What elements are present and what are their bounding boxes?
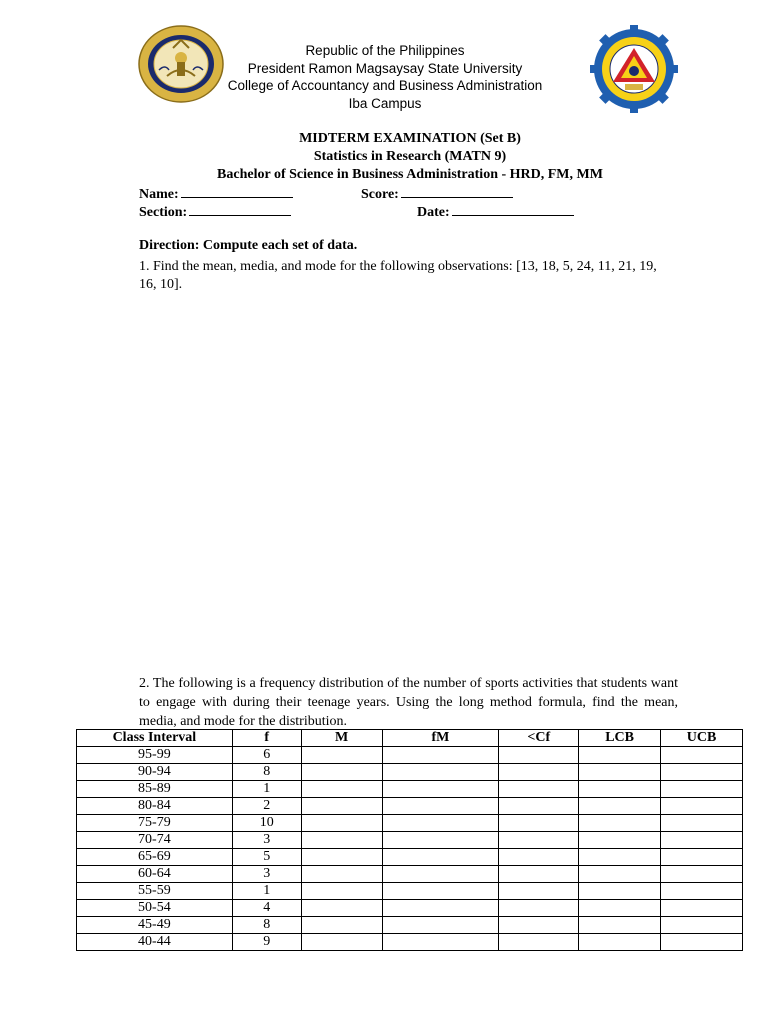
answer-cell[interactable] (499, 917, 579, 934)
score-field[interactable] (361, 185, 513, 203)
frequency-cell: 3 (232, 866, 301, 883)
answer-cell[interactable] (301, 832, 382, 849)
table-row (77, 747, 743, 764)
table-row (77, 832, 743, 849)
answer-cell[interactable] (382, 849, 499, 866)
answer-cell[interactable] (661, 849, 743, 866)
answer-cell[interactable] (301, 883, 382, 900)
class-interval-cell: 90-94 (77, 764, 233, 781)
frequency-cell: 8 (232, 917, 301, 934)
frequency-cell: 3 (232, 832, 301, 849)
section-blank[interactable] (189, 203, 291, 216)
answer-cell[interactable] (301, 849, 382, 866)
frequency-cell: 6 (232, 747, 301, 764)
answer-cell[interactable] (382, 883, 499, 900)
answer-cell[interactable] (499, 934, 579, 951)
name-label: Name: (139, 187, 179, 202)
frequency-cell: 5 (232, 849, 301, 866)
answer-cell[interactable] (579, 798, 661, 815)
answer-cell[interactable] (301, 917, 382, 934)
answer-cell[interactable] (301, 781, 382, 798)
answer-cell[interactable] (382, 866, 499, 883)
table-row (77, 883, 743, 900)
institution-header (200, 42, 570, 112)
frequency-cell: 1 (232, 883, 301, 900)
question-1: 1. Find the mean, media, and mode for the following observations: [13, 18, 5, 24, 11, 21, 19, 16, 10]. (139, 259, 657, 292)
answer-cell[interactable] (661, 934, 743, 951)
answer-cell[interactable] (301, 764, 382, 781)
answer-cell[interactable] (661, 832, 743, 849)
frequency-cell: 4 (232, 900, 301, 917)
answer-cell[interactable] (579, 747, 661, 764)
answer-cell[interactable] (499, 781, 579, 798)
answer-cell[interactable] (301, 934, 382, 951)
column-header: fM (382, 730, 499, 747)
answer-cell[interactable] (301, 798, 382, 815)
answer-cell[interactable] (301, 866, 382, 883)
answer-cell[interactable] (579, 849, 661, 866)
table-header-row (77, 730, 743, 747)
answer-cell[interactable] (579, 832, 661, 849)
answer-cell[interactable] (579, 866, 661, 883)
answer-cell[interactable] (382, 900, 499, 917)
answer-cell[interactable] (499, 764, 579, 781)
question-2: 2. The following is a frequency distribution of the number of sports activities that students want to engage with during their teenage years. Using the long method formula, find the mean, media, and mode for the distribution. (139, 676, 678, 729)
class-interval-cell: 70-74 (77, 832, 233, 849)
answer-cell[interactable] (579, 815, 661, 832)
table-row (77, 764, 743, 781)
section-field[interactable] (139, 203, 291, 221)
column-header: LCB (579, 730, 661, 747)
table-body (77, 747, 743, 951)
answer-cell[interactable] (499, 866, 579, 883)
table-row (77, 781, 743, 798)
answer-cell[interactable] (661, 883, 743, 900)
column-header: Class Interval (77, 730, 233, 747)
column-header: f (232, 730, 301, 747)
answer-cell[interactable] (382, 917, 499, 934)
class-interval-cell: 60-64 (77, 866, 233, 883)
class-interval-cell: 65-69 (77, 849, 233, 866)
answer-cell[interactable] (661, 747, 743, 764)
answer-cell[interactable] (382, 764, 499, 781)
answer-cell[interactable] (661, 917, 743, 934)
date-blank[interactable] (452, 203, 574, 216)
class-interval-cell: 55-59 (77, 883, 233, 900)
table-row (77, 815, 743, 832)
republic-line: Republic of the Philippines (305, 43, 465, 58)
answer-cell[interactable] (499, 815, 579, 832)
answer-cell[interactable] (301, 815, 382, 832)
frequency-table (76, 729, 743, 951)
table-row (77, 934, 743, 951)
table-row (77, 849, 743, 866)
frequency-cell: 9 (232, 934, 301, 951)
answer-cell[interactable] (499, 747, 579, 764)
table-row (77, 900, 743, 917)
answer-cell[interactable] (661, 866, 743, 883)
gear-seal-logo (589, 24, 679, 114)
answer-cell[interactable] (661, 900, 743, 917)
answer-cell[interactable] (499, 798, 579, 815)
date-field[interactable] (417, 203, 574, 221)
column-header: UCB (661, 730, 743, 747)
answer-cell[interactable] (579, 781, 661, 798)
table-row (77, 798, 743, 815)
answer-cell[interactable] (382, 781, 499, 798)
answer-cell[interactable] (661, 798, 743, 815)
name-blank[interactable] (181, 185, 293, 198)
answer-cell[interactable] (579, 934, 661, 951)
answer-cell[interactable] (382, 798, 499, 815)
class-interval-cell: 45-49 (77, 917, 233, 934)
answer-cell[interactable] (382, 934, 499, 951)
score-blank[interactable] (401, 185, 513, 198)
section-label: Section: (139, 205, 188, 220)
class-interval-cell: 85-89 (77, 781, 233, 798)
name-field[interactable] (139, 185, 293, 203)
class-interval-cell: 95-99 (77, 747, 233, 764)
frequency-cell: 2 (232, 798, 301, 815)
table-row (77, 866, 743, 883)
answer-cell[interactable] (499, 849, 579, 866)
answer-cell[interactable] (661, 781, 743, 798)
exam-title: MIDTERM EXAMINATION (299, 131, 477, 146)
answer-cell[interactable] (661, 815, 743, 832)
answer-cell[interactable] (579, 764, 661, 781)
answer-cell[interactable] (579, 900, 661, 917)
class-interval-cell: 75-79 (77, 815, 233, 832)
exam-subject: Statistics in Research (MATN 9) (313, 149, 507, 164)
answer-cell[interactable] (499, 883, 579, 900)
college-name: College of Accountancy and Business Administration (227, 78, 543, 93)
answer-cell[interactable] (579, 917, 661, 934)
class-interval-cell: 80-84 (77, 798, 233, 815)
answer-cell[interactable] (499, 832, 579, 849)
score-label: Score: (361, 187, 399, 202)
date-label: Date: (417, 205, 450, 220)
answer-cell[interactable] (301, 747, 382, 764)
campus-name: Iba Campus (348, 95, 422, 111)
class-interval-cell: 50-54 (77, 900, 233, 917)
answer-cell[interactable] (382, 747, 499, 764)
answer-cell[interactable] (661, 764, 743, 781)
answer-cell[interactable] (382, 815, 499, 832)
exam-set: (Set B) (480, 131, 521, 146)
frequency-cell: 10 (232, 815, 301, 832)
exam-program: Bachelor of Science in Business Administration - HRD, FM, MM (217, 167, 603, 182)
column-header: <Cf (499, 730, 579, 747)
exam-heading (120, 130, 700, 184)
exam-title-line (120, 130, 700, 148)
table-row (77, 917, 743, 934)
answer-cell[interactable] (301, 900, 382, 917)
university-name: President Ramon Magsaysay State University (247, 60, 523, 76)
column-header: M (301, 730, 382, 747)
answer-cell[interactable] (382, 832, 499, 849)
frequency-cell: 8 (232, 764, 301, 781)
answer-cell[interactable] (579, 883, 661, 900)
class-interval-cell: 40-44 (77, 934, 233, 951)
answer-cell[interactable] (499, 900, 579, 917)
frequency-cell: 1 (232, 781, 301, 798)
direction-text: Direction: Compute each set of data. (139, 238, 358, 253)
